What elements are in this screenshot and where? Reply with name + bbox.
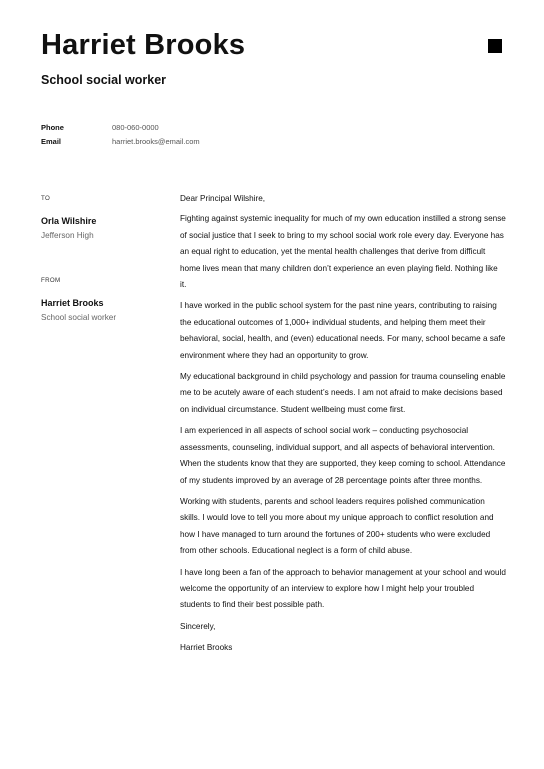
phone-label: Phone	[41, 123, 64, 132]
email-value: harriet.brooks@email.com	[112, 137, 200, 146]
sender-title: School social worker	[41, 313, 117, 322]
applicant-name: Harriet Brooks	[41, 29, 246, 61]
letter-closing: Sincerely,	[180, 621, 216, 631]
letter-paragraph: I am experienced in all aspects of school social work – conducting psychosocial assessments, counseling, individual support, and all aspects of behavioral intervention. When the students know that they are supported, they keep coming to school. Attendance of my students improved by an average of 28 percentage points after three months.	[180, 426, 506, 485]
letter-body	[180, 191, 506, 662]
recipient-name: Orla Wilshire	[41, 216, 97, 226]
recipient-caption: TO	[41, 195, 51, 202]
letter-paragraph: I have worked in the public school system for the past nine years, contributing to raising the educational outcomes of 1,000+ individual students, and helping them meet their behavioral, social, health, and (even) educational needs. For many, school became a safe environment where they had an opportunity to grow.	[180, 301, 506, 360]
contact-row-phone	[41, 123, 159, 133]
letter-paragraph: I have long been a fan of the approach to behavior management at your school and would welcome the opportunity of an interview to explore how I might help your troubled students to find their best possible path.	[180, 567, 506, 610]
email-label: Email	[41, 137, 62, 146]
applicant-title: School social worker	[41, 73, 167, 87]
contact-row-email	[41, 137, 200, 147]
letter-signature: Harriet Brooks	[180, 643, 233, 653]
black-square-icon	[488, 39, 502, 53]
letter-paragraph: My educational background in child psychology and passion for trauma counseling enable me to be acutely aware of each student’s needs. I am not afraid to make decisions based on individual circumstance. Student wellbeing must come first.	[180, 372, 506, 414]
recipient-organization: Jefferson High	[41, 231, 94, 240]
sender-name: Harriet Brooks	[41, 298, 104, 308]
letter-paragraph: Fighting against systemic inequality for much of my own education instilled a strong sense of social justice that I seek to bring to my school social work role every day. Everyone has an equal right to education, yet the mental health challenges that derive from difficult home lives mean that many children don’t experience an even playing field. Nothing like it.	[180, 214, 506, 290]
phone-value: 080-060-0000	[112, 123, 159, 132]
sender-caption: FROM	[41, 277, 61, 284]
letter-paragraph: Working with students, parents and school leaders requires polished communication skills. I would love to tell you more about my unique approach to conflict resolution and how I have managed to turn around the fortunes of 200+ students who were excluded from other schools. Educational neglect is a form of child abuse.	[180, 496, 494, 556]
letter-salutation: Dear Principal Wilshire,	[180, 194, 266, 203]
